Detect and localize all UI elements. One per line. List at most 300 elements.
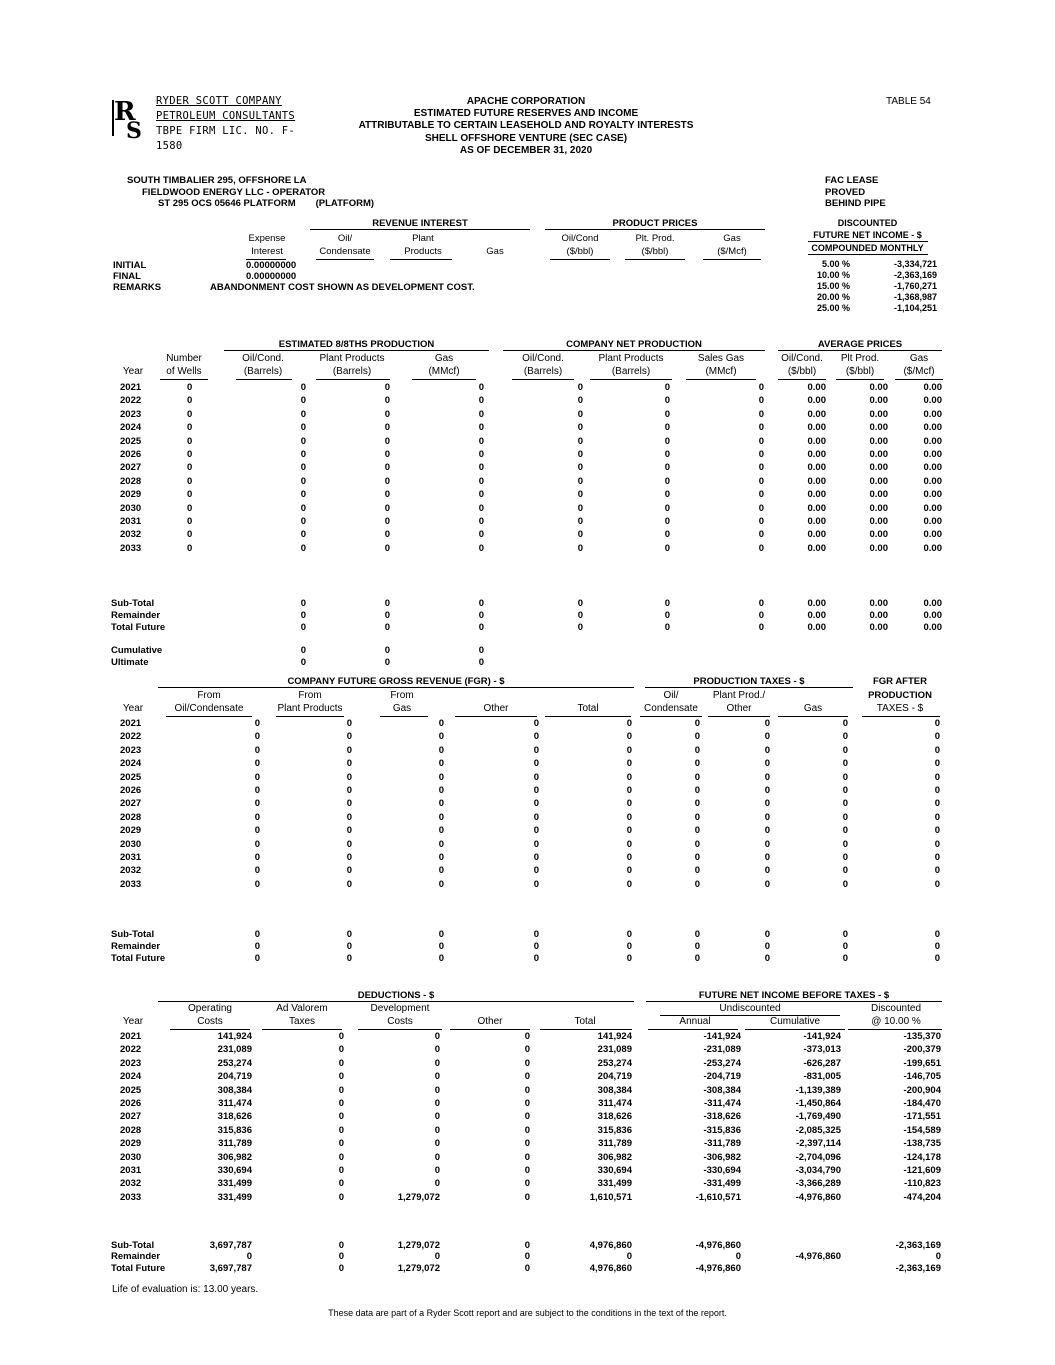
operator: FIELDWOOD ENERGY LLC - OPERATOR	[142, 186, 326, 198]
table-cell: 0	[384, 382, 390, 393]
table-cell: 0	[254, 771, 260, 783]
table-cell: 0.00	[807, 462, 826, 474]
table-cell: 0	[524, 1057, 530, 1069]
table-cell: 0	[533, 953, 539, 965]
table-cell: -4,976,860	[795, 1191, 841, 1203]
table-row	[0, 449, 1055, 463]
table-cell: 0.00	[807, 475, 826, 487]
table-cell: 1,279,072	[397, 1191, 440, 1203]
table-cell: 0	[338, 1191, 344, 1203]
table-cell: 0	[434, 1098, 440, 1109]
table-cell: 0	[842, 811, 848, 823]
table-row	[0, 865, 1055, 879]
table-row	[0, 1263, 1055, 1277]
column-header: Condensate	[644, 703, 698, 714]
table-cell: 0.00	[869, 610, 888, 622]
table-cell: 0	[300, 657, 306, 668]
table-cell: 0	[577, 422, 583, 434]
column-header: Oil/Condensate	[174, 703, 244, 714]
table-cell: 0.00	[869, 408, 888, 420]
table-cell: 0	[664, 435, 670, 447]
table-cell: 0	[478, 422, 484, 434]
table-cell: 0	[664, 449, 670, 460]
table-cell: 0	[384, 475, 390, 487]
table-cell: 0	[338, 1138, 344, 1150]
table-cell: 0	[842, 798, 848, 810]
table-cell: 4,976,860	[589, 1262, 632, 1274]
table-cell: 0	[764, 865, 770, 877]
table-cell: -2,085,325	[795, 1124, 841, 1136]
column-header: Costs	[387, 1016, 413, 1027]
table-cell: 0	[438, 838, 444, 850]
table-cell: 0	[438, 878, 444, 890]
table-cell: 0	[764, 785, 770, 796]
column-header: From	[298, 690, 322, 701]
table-cell: 0	[764, 731, 770, 743]
table-cell: -1,610,571	[695, 1191, 741, 1203]
table-cell: 0	[758, 542, 764, 554]
column-header: Oil/Cond.	[522, 353, 564, 364]
table-cell: Remainder	[111, 610, 161, 622]
table-row	[0, 462, 1055, 476]
table-cell: 0.00	[807, 610, 826, 622]
table-cell: 0	[254, 798, 260, 810]
table-cell: 0	[478, 529, 484, 541]
table-cell: -2,363,169	[895, 1240, 941, 1251]
table-cell: 0	[524, 1071, 530, 1083]
table-cell: 0	[735, 1251, 741, 1263]
table-cell: 0	[626, 941, 632, 953]
table-cell: 0	[187, 462, 193, 474]
table-cell: 0	[300, 449, 306, 460]
column-header: Sales Gas	[697, 353, 745, 364]
table-cell: 0	[338, 1057, 344, 1069]
table-cell: 0	[694, 771, 700, 783]
table-cell: 0	[664, 516, 670, 527]
table-cell: 0	[254, 811, 260, 823]
table-cell: 0	[346, 771, 352, 783]
table-cell: 2033	[120, 878, 142, 890]
table-cell: 0	[577, 395, 583, 407]
table-cell: 0	[934, 718, 940, 729]
table-cell: 2025	[120, 1084, 142, 1096]
table-cell: 0	[434, 1124, 440, 1136]
table-cell: 0	[300, 622, 306, 634]
table-cell: 0	[694, 744, 700, 756]
table-cell: 0.00	[869, 422, 888, 434]
table-cell: 0	[338, 1251, 344, 1263]
table-cell: 0.00	[923, 489, 942, 501]
table-row	[0, 879, 1055, 893]
table-cell: 0	[934, 731, 940, 743]
table-cell: 0	[842, 744, 848, 756]
table-cell: 0	[524, 1178, 530, 1190]
table-cell: 0	[254, 758, 260, 770]
table-row	[0, 1044, 1055, 1058]
table-cell: 0	[346, 744, 352, 756]
table-cell: 0	[478, 382, 484, 393]
table-cell: 0.00	[869, 502, 888, 514]
table-cell: 0	[533, 771, 539, 783]
table-cell: 308,384	[217, 1084, 252, 1096]
discount-rate: 15.00 %	[816, 281, 850, 291]
table-cell: Sub-Total	[111, 1240, 155, 1251]
table-row	[0, 422, 1055, 436]
column-header: Year	[122, 703, 144, 714]
table-cell: Total Future	[111, 953, 166, 965]
table-cell: 0	[626, 771, 632, 783]
table-cell: 0	[338, 1124, 344, 1136]
column-header: Condensate	[319, 246, 371, 257]
table-cell: Ultimate	[111, 657, 149, 668]
table-cell: 0	[187, 489, 193, 501]
table-cell: 141,924	[217, 1031, 252, 1042]
table-cell: 0	[346, 852, 352, 863]
table-cell: -2,704,096	[795, 1151, 841, 1163]
table-cell: 0	[664, 462, 670, 474]
table-cell: 0	[384, 645, 390, 656]
table-cell: 0	[438, 865, 444, 877]
table-cell: 0	[577, 475, 583, 487]
table-cell: 0	[300, 408, 306, 420]
column-header: Oil/Cond.	[781, 353, 823, 364]
table-cell: 0	[434, 1151, 440, 1163]
table-row	[0, 953, 1055, 967]
table-cell: 0	[434, 1251, 440, 1263]
table-cell: 0	[694, 838, 700, 850]
table-cell: 0.00	[807, 598, 826, 609]
table-cell: 0	[842, 758, 848, 770]
table-cell: 0	[694, 825, 700, 837]
revenue-heading: COMPANY FUTURE GROSS REVENUE (FGR) - $	[287, 676, 505, 687]
column-header: Year	[122, 366, 144, 377]
table-cell: 0	[384, 489, 390, 501]
undiscounted-heading: Undiscounted	[719, 1003, 781, 1014]
remarks-value: ABANDONMENT COST SHOWN AS DEVELOPMENT COST.	[210, 282, 475, 293]
table-cell: 0.00	[923, 622, 942, 634]
table-cell: 0	[346, 758, 352, 770]
column-header: Plant Products	[598, 353, 664, 364]
table-cell: -135,370	[903, 1031, 941, 1042]
table-cell: -373,013	[803, 1044, 841, 1056]
table-cell: 0	[524, 1151, 530, 1163]
table-cell: -4,976,860	[695, 1262, 741, 1274]
column-header: Gas	[803, 703, 823, 714]
table-cell: 306,982	[597, 1151, 632, 1163]
table-cell: 0	[664, 475, 670, 487]
table-cell: 0	[577, 516, 583, 527]
table-cell: -3,366,289	[795, 1178, 841, 1190]
table-cell: 0	[626, 878, 632, 890]
table-cell: 2032	[120, 1178, 142, 1190]
table-cell: 0	[338, 1071, 344, 1083]
column-header: Total	[574, 1016, 596, 1027]
table-cell: 0	[626, 838, 632, 850]
column-header: TAXES - $	[876, 703, 924, 714]
discount-value: -2,363,169	[893, 270, 937, 280]
table-cell: 0	[764, 811, 770, 823]
table-cell: 2028	[120, 1124, 142, 1136]
table-cell: 0	[524, 1251, 530, 1263]
column-header: (MMcf)	[705, 366, 737, 377]
table-cell: 0	[694, 865, 700, 877]
table-cell: 0	[934, 838, 940, 850]
table-cell: 0	[842, 771, 848, 783]
table-cell: 0	[764, 878, 770, 890]
table-cell: 2032	[120, 865, 142, 877]
compounded-heading: COMPOUNDED MONTHLY	[811, 243, 924, 253]
table-cell: 4,976,860	[589, 1240, 632, 1251]
table-row	[0, 409, 1055, 423]
table-cell: 0	[577, 462, 583, 474]
title-line: ESTIMATED FUTURE RESERVES AND INCOME	[413, 108, 639, 120]
column-header: ($/bbl)	[787, 366, 817, 377]
net-production-heading: COMPANY NET PRODUCTION	[566, 339, 702, 350]
table-cell: 0	[577, 435, 583, 447]
column-header: (Barrels)	[611, 366, 651, 377]
table-row	[0, 529, 1055, 543]
table-cell: 2026	[120, 785, 142, 796]
table-cell: -200,379	[903, 1044, 941, 1056]
table-cell: 0.00	[807, 395, 826, 407]
table-cell: 0.00	[807, 422, 826, 434]
table-cell: 0	[842, 878, 848, 890]
table-cell: 0	[758, 489, 764, 501]
table-cell: 0	[300, 516, 306, 527]
table-cell: 0	[842, 731, 848, 743]
table-cell: 0.00	[807, 529, 826, 541]
table-row	[0, 718, 1055, 732]
table-cell: 0.00	[869, 622, 888, 634]
table-cell: -311,474	[704, 1098, 741, 1109]
discount-rate: 25.00 %	[816, 303, 850, 313]
column-header: ($/bbl)	[566, 246, 594, 257]
table-cell: 0	[694, 953, 700, 965]
column-header: Gas	[909, 353, 929, 364]
column-header: Gas	[434, 353, 454, 364]
table-cell: -2,397,114	[796, 1138, 841, 1150]
column-header: From	[197, 690, 221, 701]
column-header: Other	[726, 703, 752, 714]
table-cell: 0	[842, 785, 848, 796]
table-cell: 2021	[120, 382, 142, 393]
table-cell: 0	[300, 598, 306, 609]
column-header: Products	[404, 246, 442, 257]
table-cell: 0	[346, 941, 352, 953]
table-row	[0, 1111, 1055, 1125]
table-cell: 0	[626, 731, 632, 743]
table-cell: 0	[764, 941, 770, 953]
table-cell: 0	[434, 1057, 440, 1069]
table-cell: 306,982	[217, 1151, 252, 1163]
table-cell: 331,499	[597, 1178, 632, 1190]
table-cell: 0	[626, 929, 632, 940]
table-cell: 0	[533, 758, 539, 770]
table-cell: 311,474	[598, 1098, 632, 1109]
table-cell: 0	[764, 798, 770, 810]
table-cell: 0	[187, 422, 193, 434]
table-cell: 0	[664, 422, 670, 434]
table-row	[0, 772, 1055, 786]
table-cell: 0	[533, 929, 539, 940]
table-cell: 0	[934, 771, 940, 783]
table-cell: 0	[187, 449, 193, 460]
table-cell: 0	[384, 435, 390, 447]
table-cell: 0	[338, 1044, 344, 1056]
table-cell: 330,694	[217, 1165, 252, 1176]
table-cell: 0	[694, 718, 700, 729]
table-cell: 0	[934, 798, 940, 810]
table-cell: 0	[842, 718, 848, 729]
table-cell: 0.00	[807, 449, 826, 460]
table-row	[0, 1031, 1055, 1045]
table-cell: 0	[187, 408, 193, 420]
table-cell: 0	[577, 408, 583, 420]
table-cell: 0	[577, 610, 583, 622]
table-cell: -311,789	[704, 1138, 741, 1150]
table-row	[0, 785, 1055, 799]
table-cell: 0	[438, 798, 444, 810]
table-cell: -474,204	[903, 1191, 941, 1203]
discounted-heading: DISCOUNTED	[837, 218, 898, 228]
table-cell: 0	[664, 542, 670, 554]
table-cell: 0	[626, 953, 632, 965]
table-cell: 0	[758, 475, 764, 487]
table-cell: 0	[533, 798, 539, 810]
table-cell: 0	[384, 462, 390, 474]
table-row	[0, 395, 1055, 409]
table-cell: 2027	[120, 1111, 142, 1123]
table-cell: 0.00	[923, 435, 942, 447]
table-cell: 0	[346, 798, 352, 810]
table-cell: Cumulative	[111, 645, 163, 656]
table-cell: 0	[434, 1084, 440, 1096]
column-header: (MMcf)	[428, 366, 460, 377]
table-cell: 0.00	[923, 502, 942, 514]
table-cell: 0	[524, 1165, 530, 1176]
table-cell: 0.00	[807, 516, 826, 527]
table-cell: 0	[764, 838, 770, 850]
table-cell: 0	[524, 1111, 530, 1123]
table-cell: 0	[664, 395, 670, 407]
table-cell: 0	[533, 838, 539, 850]
table-cell: 0	[438, 758, 444, 770]
table-cell: -315,836	[703, 1124, 741, 1136]
table-cell: 0	[300, 645, 306, 656]
column-header: Total	[577, 703, 599, 714]
platform-type: (PLATFORM)	[315, 198, 375, 209]
reserve-class: PROVED	[825, 186, 866, 198]
column-header: Annual	[679, 1016, 711, 1027]
platform-id: ST 295 OCS 05646 PLATFORM	[158, 198, 296, 209]
table-cell: 0	[338, 1111, 344, 1123]
table-cell: 0	[842, 941, 848, 953]
table-cell: 0	[758, 622, 764, 634]
table-cell: 0	[764, 771, 770, 783]
table-cell: 204,719	[597, 1071, 632, 1083]
table-cell: 0	[524, 1098, 530, 1109]
table-cell: 0	[187, 395, 193, 407]
table-cell: 0	[434, 1138, 440, 1150]
table-cell: 0	[758, 382, 764, 393]
table-cell: -1,450,864	[795, 1098, 841, 1109]
table-cell: 0	[438, 771, 444, 783]
table-cell: 311,789	[218, 1138, 252, 1150]
table-cell: 0	[626, 1251, 632, 1263]
footer-note: These data are part of a Ryder Scott report and are subject to the conditions in the text of the report.	[328, 1308, 727, 1318]
table-cell: 0	[626, 852, 632, 863]
column-header: Oil/Cond.	[242, 353, 284, 364]
table-cell: 0	[694, 731, 700, 743]
table-cell: 0	[338, 1031, 344, 1042]
svg-text:S: S	[126, 118, 142, 140]
table-cell: 0	[842, 953, 848, 965]
table-cell: 0	[524, 1124, 530, 1136]
table-row	[0, 758, 1055, 772]
svg-text:R: R	[114, 97, 136, 127]
table-row	[0, 1058, 1055, 1072]
table-cell: 0	[694, 878, 700, 890]
column-header: Operating	[188, 1003, 232, 1014]
column-header: Cumulative	[769, 1016, 821, 1027]
table-cell: 2033	[120, 1191, 142, 1203]
table-cell: 0	[758, 422, 764, 434]
table-cell: 0	[187, 435, 193, 447]
table-row	[0, 1071, 1055, 1085]
table-cell: 0	[842, 825, 848, 837]
table-cell: 2028	[120, 475, 142, 487]
table-cell: 0	[300, 610, 306, 622]
lease-info	[127, 175, 374, 210]
table-cell: 2023	[120, 1057, 142, 1069]
column-header: ($/bbl)	[845, 366, 875, 377]
table-cell: 0	[434, 1165, 440, 1176]
table-cell: 231,089	[217, 1044, 252, 1056]
table-cell: 0	[384, 529, 390, 541]
table-cell: 0	[300, 542, 306, 554]
table-cell: 0	[254, 731, 260, 743]
column-header: Plant Products	[319, 353, 385, 364]
table-cell: 3,697,787	[209, 1262, 252, 1274]
table-cell: 0	[524, 1084, 530, 1096]
column-header: Oil/	[663, 690, 679, 701]
table-cell: 0	[434, 1031, 440, 1042]
life-of-evaluation: Life of evaluation is: 13.00 years.	[112, 1284, 259, 1295]
table-cell: 3,697,787	[209, 1240, 252, 1251]
discount-value: -1,104,251	[893, 303, 937, 313]
table-cell: 2029	[120, 1138, 142, 1150]
table-cell: 315,836	[597, 1124, 632, 1136]
table-cell: 0	[764, 953, 770, 965]
logo-line-2: PETROLEUM CONSULTANTS	[156, 110, 296, 122]
column-header: Development	[370, 1003, 430, 1014]
table-cell: 0.00	[869, 382, 888, 393]
table-cell: 0	[934, 785, 940, 796]
table-cell: 0	[524, 1044, 530, 1056]
table-cell: 0.00	[869, 489, 888, 501]
table-row	[0, 382, 1055, 396]
table-cell: -171,551	[903, 1111, 941, 1123]
table-cell: 2025	[120, 771, 142, 783]
table-row	[0, 745, 1055, 759]
table-cell: 0	[758, 435, 764, 447]
discount-rate: 20.00 %	[816, 292, 850, 302]
table-cell: 0	[758, 610, 764, 622]
table-cell: 2023	[120, 408, 142, 420]
table-cell: 0	[694, 811, 700, 823]
table-cell: 0.00	[869, 449, 888, 460]
table-cell: 0	[346, 731, 352, 743]
